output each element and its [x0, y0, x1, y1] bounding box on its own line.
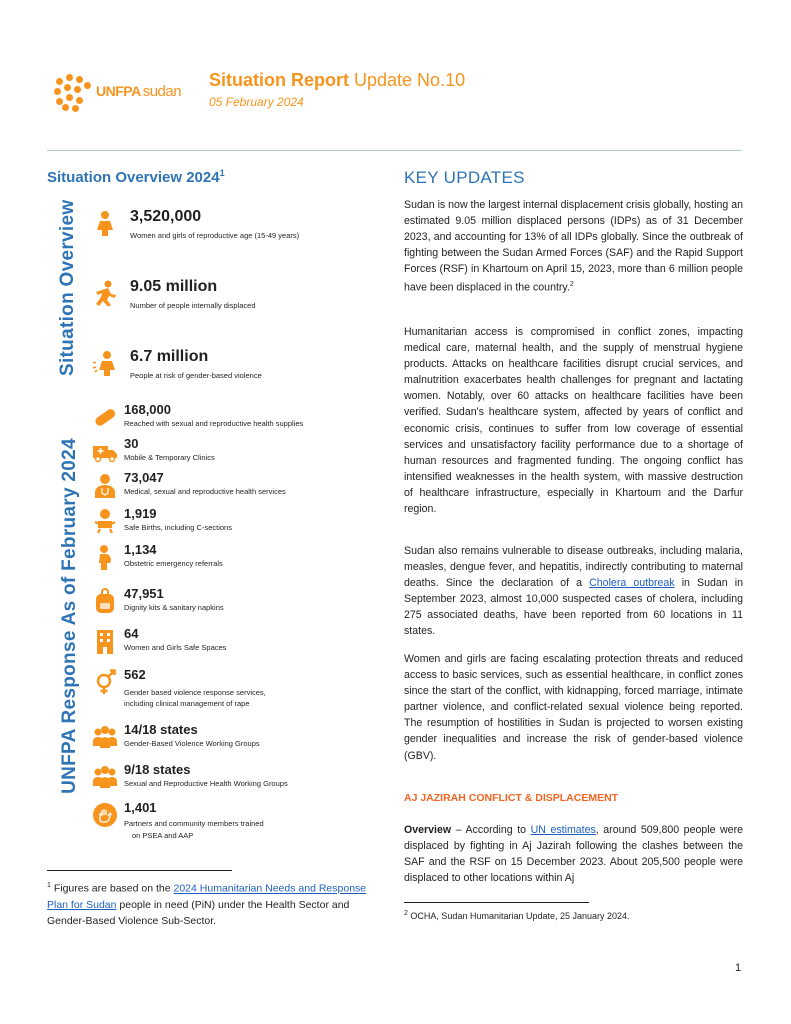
footnote-text-post: people in need (PiN) under the Health Sector and Gender-Based Violence Sub-Sector. [47, 898, 350, 927]
footnote-divider-left [47, 870, 232, 871]
backpack-icon [92, 588, 118, 614]
stat-value: 562 [124, 667, 146, 682]
paragraph-text-pre: – According to [455, 824, 527, 836]
paragraph-text-pre: Sudan also remains vulnerable to disease outbreaks, including malaria, measles, dengue fever, and hepatitis, indirectly contributing to maternal deaths. Since the declaration of a [404, 545, 743, 590]
stat-label: People at risk of gender-based violence [130, 371, 262, 380]
pill-icon [92, 404, 118, 430]
stat-label: Women and girls of reproductive age (15-49 years) [130, 231, 300, 240]
overview-title [47, 168, 225, 186]
stat-value: 1,134 [124, 542, 157, 557]
footnote-ref: 2 [569, 281, 574, 289]
overview-label: Overview [404, 824, 452, 836]
stat-value: 30 [124, 436, 139, 451]
overview-title-text: Situation Overview 2024 [47, 169, 220, 186]
group-icon [92, 764, 118, 790]
cholera-outbreak-link[interactable]: Cholera outbreak [589, 577, 675, 590]
report-title-sub: Update No.10 [354, 70, 466, 90]
woman-icon [92, 210, 118, 236]
stat-value: 3,520,000 [130, 208, 202, 225]
stat-label: Medical, sexual and reproductive health services [124, 487, 286, 496]
overview-title-footnote-ref: 1 [219, 168, 225, 178]
unfpa-logo [52, 70, 202, 114]
baby-icon [92, 508, 118, 534]
footnote-left [47, 878, 377, 929]
stat-label: Sexual and Reproductive Health Working Groups [124, 779, 288, 788]
stat-label: Number of people internally displaced [130, 301, 256, 310]
footnote-text-pre: Figures are based on the [53, 882, 171, 895]
stat-label: Women and Girls Safe Spaces [124, 643, 227, 652]
paragraph-displacement [404, 197, 743, 296]
stat-value: 73,047 [124, 470, 164, 485]
footnote-divider-right [404, 902, 589, 903]
logo-dots-icon [52, 70, 98, 114]
stat-label: Safe Births, including C-sections [124, 523, 232, 532]
doctor-icon [92, 472, 118, 498]
stat-label: Gender based violence response services, [124, 688, 266, 697]
stat-value: 64 [124, 626, 139, 641]
footnote-text: OCHA, Sudan Humanitarian Update, 25 January 2024. [410, 911, 630, 921]
key-updates-title: KEY UPDATES [404, 168, 525, 187]
paragraph-disease [404, 543, 743, 640]
hand-icon [92, 802, 118, 828]
hnrp-link[interactable]: 2024 Humanitarian Needs and Response Plan for Sudan [47, 882, 367, 911]
stat-value: 1,919 [124, 506, 157, 521]
stat-label-line2: on PSEA and AAP [132, 831, 194, 840]
footnote-number: 1 [47, 882, 51, 889]
stat-label: Mobile & Temporary Clinics [124, 453, 215, 462]
un-estimates-link[interactable]: UN estimates [530, 824, 596, 836]
stat-label: Obstetric emergency referrals [124, 559, 223, 568]
building-icon [92, 628, 118, 654]
page-number: 1 [735, 962, 742, 974]
logo-text: UNFPA [96, 83, 141, 99]
report-title [209, 70, 465, 91]
running-person-icon [92, 280, 118, 306]
report-title-main: Situation Report [209, 70, 349, 90]
paragraph-protection: Women and girls are facing escalating protection threats and reduced access to basic services, such as essential healthcare, in conflict zones since the start of the conflict, with kidnapping, forced marriage, intimate partner violence, and conflict-related sexual violence being reported. The resumption of hostilities in Sudan is projected to worsen existing gender inequalities and increase the risk of gender-based violence (GBV). [404, 653, 743, 762]
vertical-label-response: UNFPA Response As of February 2024 [59, 438, 80, 794]
stat-value: 1,401 [124, 800, 157, 815]
header-divider [47, 150, 742, 151]
ambulance-icon [92, 438, 118, 464]
paragraph-text-post: in Sudan in September 2023, almost 10,000 suspected cases of cholera, including 275 associated deaths, have been reported from 60 locations in 11 states. [404, 577, 744, 638]
stat-value: 168,000 [124, 402, 171, 417]
group-icon [92, 724, 118, 750]
stat-value: 6.7 million [130, 348, 209, 365]
stat-label: Gender-Based Violence Working Groups [124, 739, 260, 748]
paragraph-access: Humanitarian access is compromised in conflict zones, impacting medical care, maternal health, and the supply of menstrual hygiene products. Attacks on healthcare facilities disrupt crucial services, and malnutrition exacerbates health challenges for pregnant and lactating women. Notably, over 60 attacks on healthcare facilities have been verified. Sudan's healthcare system, affected by years of conflict and economic crisis, continues to suffer from low coverage of essential services and unsatisfactory facility performance due to a shortage of human resources and fragmented funding. The ongoing conflict has intensified weaknesses in the health system, with massive destruction of healthcare infrastructure, especially in Khartoum and the Darfur region. [404, 326, 743, 516]
stat-value: 9.05 million [130, 278, 218, 295]
paragraph-text: Sudan is now the largest internal displacement crisis globally, hosting an estimated 9.05 million displaced persons (IDPs) as of 31 December 2023, and accounting for 13% of all IDPs globally. Since the outbreak of fighting between the Sudan Armed Forces (SAF) and the Rapid Support Forces (RSF) in Khartoum on April 15, 2023, more than 6 million people have been displaced in the country. [404, 199, 743, 294]
stat-value: 9/18 states [124, 762, 191, 777]
paragraph-text-post: , around 509,800 people were displaced by fighting in Aj Jazirah following the clashes between the SAF and the RSF on 15 December 2023. About 205,500 people were displaced to other locations within Aj [404, 824, 743, 885]
paragraph-overview [404, 822, 743, 886]
section-heading-aj-jazirah: AJ JAZIRAH CONFLICT & DISPLACEMENT [404, 792, 619, 804]
stat-label: Dignity kits & sanitary napkins [124, 603, 224, 612]
woman-alert-icon [92, 350, 118, 376]
logo-country: sudan [142, 83, 182, 100]
footnote-right [404, 910, 630, 921]
footnote-number: 2 [404, 910, 408, 917]
stat-label: Reached with sexual and reproductive health supplies [124, 419, 304, 428]
stat-label-line2: including clinical management of rape [124, 699, 250, 708]
report-date: 05 February 2024 [209, 95, 304, 109]
pregnant-woman-icon [92, 544, 118, 570]
stat-label: Partners and community members trained [124, 819, 264, 828]
vertical-label-overview: Situation Overview [57, 199, 78, 376]
stat-value: 47,951 [124, 586, 164, 601]
gender-icon [92, 669, 118, 695]
stat-value: 14/18 states [124, 722, 198, 737]
